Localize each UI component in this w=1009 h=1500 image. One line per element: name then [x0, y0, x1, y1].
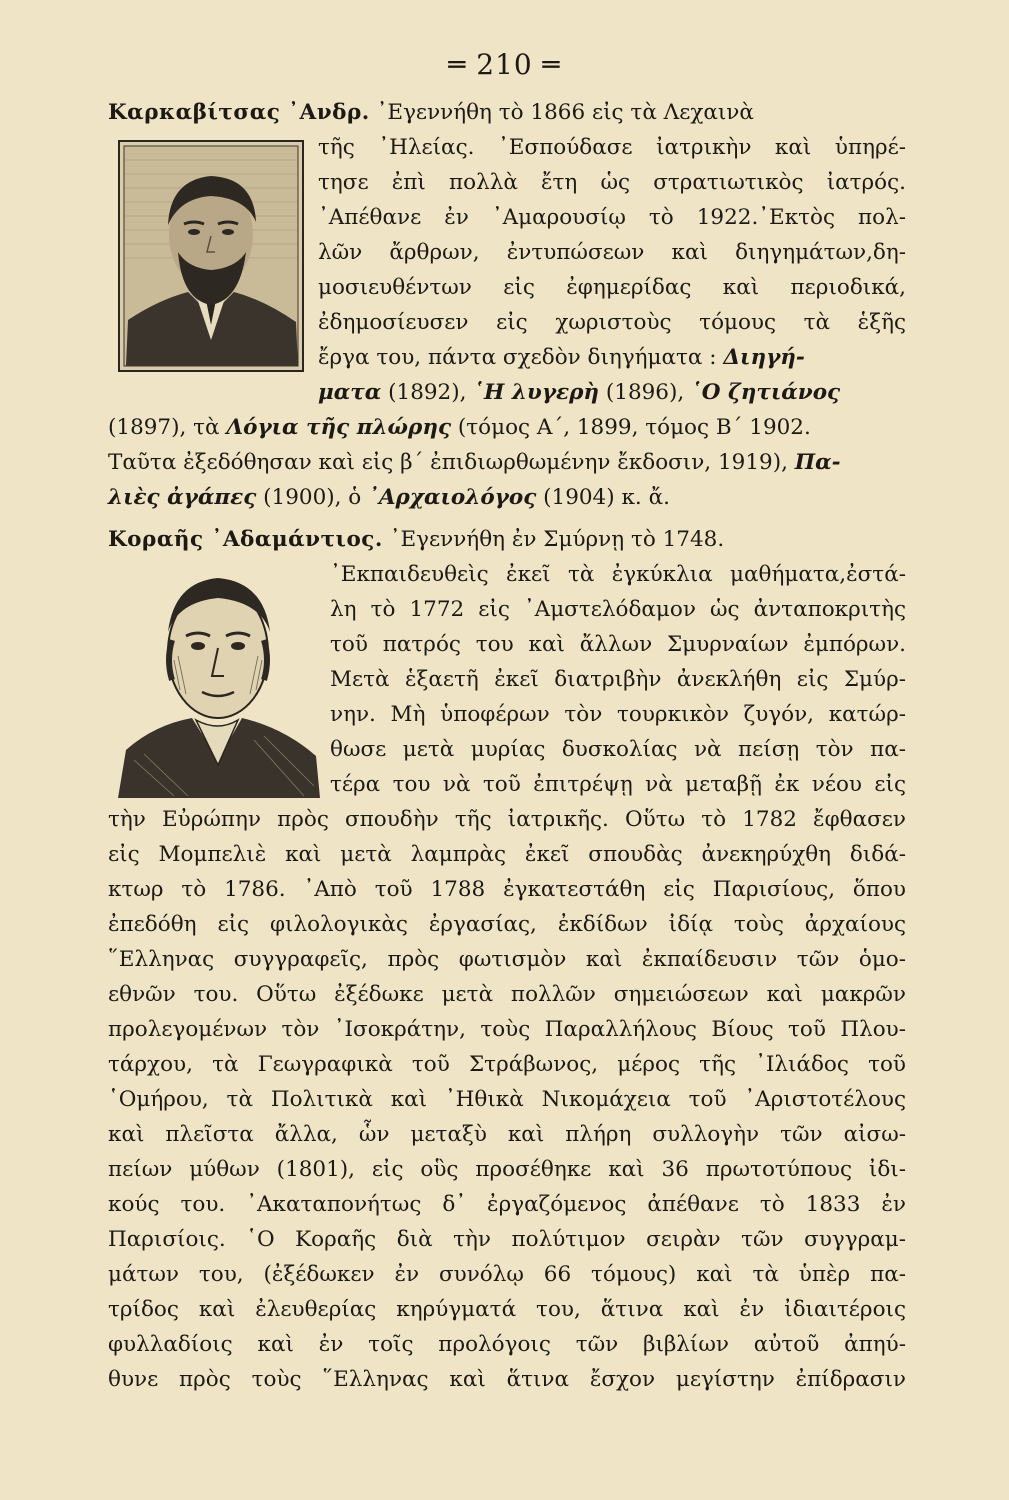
text-line: ἐπεδόθη εἰς φιλολογικὰς ἐργασίας, ἐκδίδων ἰδίᾳ τοὺς ἀρχαίους [108, 912, 906, 937]
text-line: λη τὸ 1772 εἰς ᾿Αμστελόδαμον ὡς ἀνταποκριτὴς [330, 597, 906, 622]
text-segment: Ταῦτα ἐξεδόθησαν καὶ εἰς β΄ ἐπιδιωρθωμένην ἔκδοσιν, 1919), [108, 450, 788, 475]
text-line: μάτων του, (ἐξέδωκεν ἐν συνόλῳ 66 τόμους) καὶ τὰ ὑπὲρ πα- [108, 1262, 906, 1287]
portrait-korais [114, 560, 322, 800]
text-line: τάρχου, τὰ Γεωγραφικὰ τοῦ Στράβωνος, μέρος τῆς ᾿Ιλιάδος τοῦ [108, 1052, 906, 1077]
text-line: ᾿Απέθανε ἐν ᾿Αμαρουσίῳ τὸ 1922.᾿Εκτὸς πολ- [318, 205, 906, 230]
text-line: τῆς ᾿Ηλείας. ᾿Εσπούδασε ἰατρικὴν καὶ ὑπηρέ- [318, 135, 906, 160]
book-title: ῾Η λυγερὴ [473, 380, 600, 405]
book-title: ῾Ο ζητιάνος [691, 380, 841, 405]
text-line: προλεγομένων τὸν ᾿Ισοκράτην, τοὺς Παραλλήλους Βίους τοῦ Πλου- [108, 1017, 906, 1042]
book-title: λιὲς ἀγάπες [108, 485, 257, 510]
book-title: Πα- [794, 450, 841, 475]
text-line [108, 411, 906, 445]
text-line: ῞Ελληνας συγγραφεῖς, πρὸς φωτισμὸν καὶ ἐκπαίδευσιν τῶν ὁμο- [108, 947, 906, 972]
book-title: Διηγή- [723, 345, 805, 370]
text-line: Μετὰ ἑξαετῆ ἐκεῖ διατριβὴν ἀνεκλήθη εἰς Σμύρ- [330, 667, 906, 692]
text-line [108, 481, 906, 515]
text-line: εθνῶν του. Οὕτω ἐξέδωκε μετὰ πολλῶν σημειώσεων καὶ μακρῶν [108, 982, 906, 1007]
text-line: ᾿Εγεννήθη ἐν Σμύρνῃ τὸ 1748. [389, 527, 725, 552]
text-segment: (1892), [381, 380, 474, 405]
text-segment: (1897), τὰ [108, 415, 227, 440]
text-segment: ἔργα του, πάντα σχεδὸν διηγήματα : [318, 345, 717, 370]
book-title: ματα [318, 380, 382, 405]
text-line: Παρισίοις. ῾Ο Κοραῆς διὰ τὴν πολύτιμον σειρὰν τῶν συγγραμ- [108, 1227, 906, 1252]
text-line: ᾿Εκπαιδευθεὶς ἐκεῖ τὰ ἐγκύκλια μαθήματα,ἐστά- [330, 562, 906, 587]
text-line: νην. Μὴ ὑποφέρων τὸν τουρκικὸν ζυγόν, κατώρ- [330, 702, 906, 727]
headword-korais: Κοραῆς ᾿Αδαμάντιος. [108, 527, 383, 552]
portrait-karkavitsas [118, 140, 304, 372]
text-line: ῾Ομήρου, τὰ Πολιτικὰ καὶ ᾿Ηθικὰ Νικομάχεια τοῦ ᾿Αριστοτέλους [108, 1087, 906, 1112]
book-title: ᾿Αρχαιολόγος [368, 485, 537, 510]
text-line: πείων μύθων (1801), εἰς οὓς προσέθηκε καὶ 36 πρωτοτύπους ἰδι- [108, 1157, 906, 1182]
page-number: ═ 210 ═ [448, 48, 561, 81]
text-line [318, 341, 906, 375]
text-line: καὶ πλεῖστα ἄλλα, ὧν μεταξὺ καὶ πλήρη συλλογὴν τῶν αἰσω- [108, 1122, 906, 1147]
entry2-first-line [108, 523, 906, 557]
text-line: ᾿Εγεννήθη τὸ 1866 εἰς τὰ Λεχαινὰ [376, 100, 754, 125]
text-line: τέρα του νὰ τοῦ ἐπιτρέψῃ νὰ μεταβῇ ἐκ νέου εἰς [330, 772, 906, 797]
text-line: τησε ἐπὶ πολλὰ ἔτη ὡς στρατιωτικὸς ἰατρός. [318, 170, 906, 195]
entry1-first-line [108, 96, 906, 130]
headword-karkavitsas: Καρκαβίτσας ᾿Ανδρ. [108, 100, 370, 125]
text-segment: (1896), [599, 380, 692, 405]
text-line [108, 446, 906, 480]
text-segment: (1900), ὁ [256, 485, 369, 510]
text-line: κούς του. ᾿Ακαταπονήτως δ᾿ ἐργαζόμενος ἀπέθανε τὸ 1833 ἐν [108, 1192, 906, 1217]
text-line: ἐδημοσίευσεν εἰς χωριστοὺς τόμους τὰ ἑξῆς [318, 310, 906, 335]
text-line: μοσιευθέντων εἰς ἐφημερίδας καὶ περιοδικά, [318, 275, 906, 300]
book-title: Λόγια τῆς πλώρης [226, 415, 452, 440]
text-line: φυλλαδίοις καὶ ἐν τοῖς προλόγοις τῶν βιβλίων αὐτοῦ ἀπηύ- [108, 1332, 906, 1357]
text-segment: (τόμος Α΄, 1899, τόμος Β΄ 1902. [451, 415, 811, 440]
text-line: τρίδος καὶ ἐλευθερίας κηρύγματά του, ἅτινα καὶ ἐν ἰδιαιτέροις [108, 1297, 906, 1322]
text-line [318, 376, 906, 410]
text-line: εἰς Μομπελιὲ καὶ μετὰ λαμπρὰς ἐκεῖ σπουδὰς ἀνεκηρύχθη διδά- [108, 842, 906, 867]
text-line: λῶν ἄρθρων, ἐντυπώσεων καὶ διηγημάτων,δη- [318, 240, 906, 265]
text-line: κτωρ τὸ 1786. ᾿Απὸ τοῦ 1788 ἐγκατεστάθη εἰς Παρισίους, ὅπου [108, 877, 906, 902]
text-line: θωσε μετὰ μυρίας δυσκολίας νὰ πείσῃ τὸν πα- [330, 737, 906, 762]
text-segment: (1904) κ. ἄ. [536, 485, 670, 510]
text-line: θυνε πρὸς τοὺς ῞Ελληνας καὶ ἅτινα ἔσχον μεγίστην ἐπίδρασιν [108, 1367, 906, 1392]
text-line: τοῦ πατρός του καὶ ἄλλων Σμυρναίων ἐμπόρων. [330, 632, 906, 657]
text-line: τὴν Εὐρώπην πρὸς σπουδὴν τῆς ἰατρικῆς. Οὕτω τὸ 1782 ἔφθασεν [108, 807, 906, 832]
